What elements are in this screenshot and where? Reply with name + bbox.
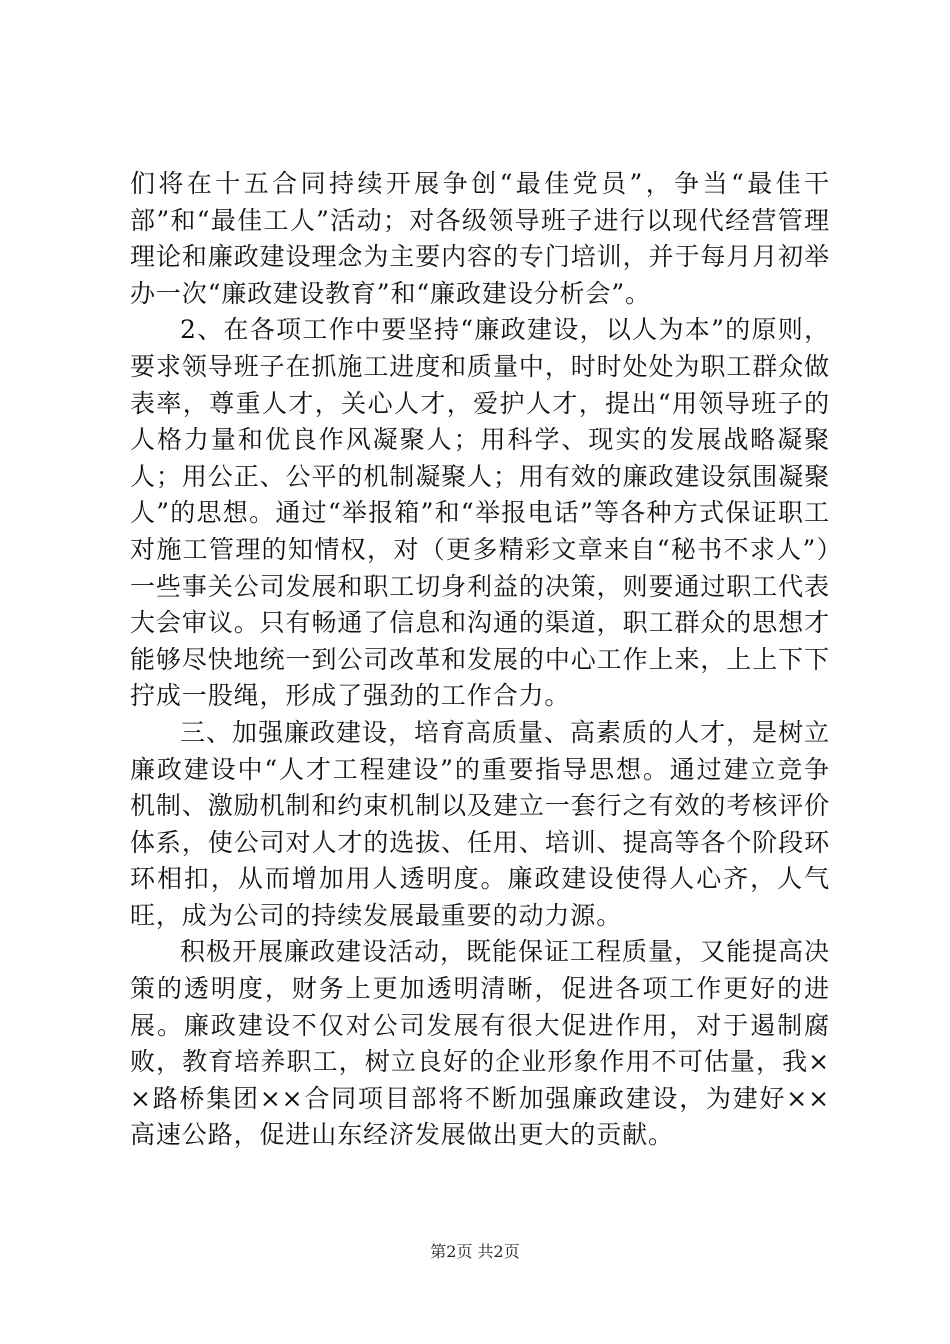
paragraph-continuation: 们将在十五合同持续开展争创“最佳党员”，争当“最佳干部”和“最佳工人”活动；对各级领导班子进行以现代经营管理理论和廉政建设理念为主要内容的专门培训，并于每月月初举办一次“廉政建设教育”和“廉政建设分析会”。 — [130, 169, 830, 308]
page-footer — [0, 1240, 950, 1264]
paragraph-conclusion: 积极开展廉政建设活动，既能保证工程质量，又能提高决策的透明度，财务上更加透明清晰，促进各项工作更好的进展。廉政建设不仅对公司发展有很大促进作用，对于遏制腐败，教育培养职工，树立良好的企业形象作用不可估量，我××路桥集团××合同项目部将不断加强廉政建设，为建好××高速公路，促进山东经济发展做出更大的贡献。 — [130, 937, 830, 1150]
document-body — [130, 166, 830, 1154]
page-number: 第2页 共2页 — [430, 1242, 520, 1261]
paragraph-point-2: 2、在各项工作中要坚持“廉政建设，以人为本”的原则，要求领导班子在抓施工进度和质量中，时时处处为职工群众做表率，尊重人才，关心人才，爱护人才，提出“用领导班子的人格力量和优良作风凝聚人；用科学、现实的发展战略凝聚人；用公正、公平的机制凝聚人；用有效的廉政建设氛围凝聚人”的思想。通过“举报箱”和“举报电话”等各种方式保证职工对施工管理的知情权，对（更多精彩文章来自“秘书不求人”）一些事关公司发展和职工切身利益的决策，则要通过职工代表大会审议。只有畅通了信息和沟通的渠道，职工群众的思想才能够尽快地统一到公司改革和发展的中心工作上来，上上下下拧成一股绳，形成了强劲的工作合力。 — [130, 315, 830, 711]
paragraph-point-3: 三、加强廉政建设，培育高质量、高素质的人才，是树立廉政建设中“人才工程建设”的重要指导思想。通过建立竞争机制、激励机制和约束机制以及建立一套行之有效的考核评价体系，使公司对人才的选拔、任用、培训、提高等各个阶段环环相扣，从而增加用人透明度。廉政建设使得人心齐，人气旺，成为公司的持续发展最重要的动力源。 — [130, 717, 830, 930]
